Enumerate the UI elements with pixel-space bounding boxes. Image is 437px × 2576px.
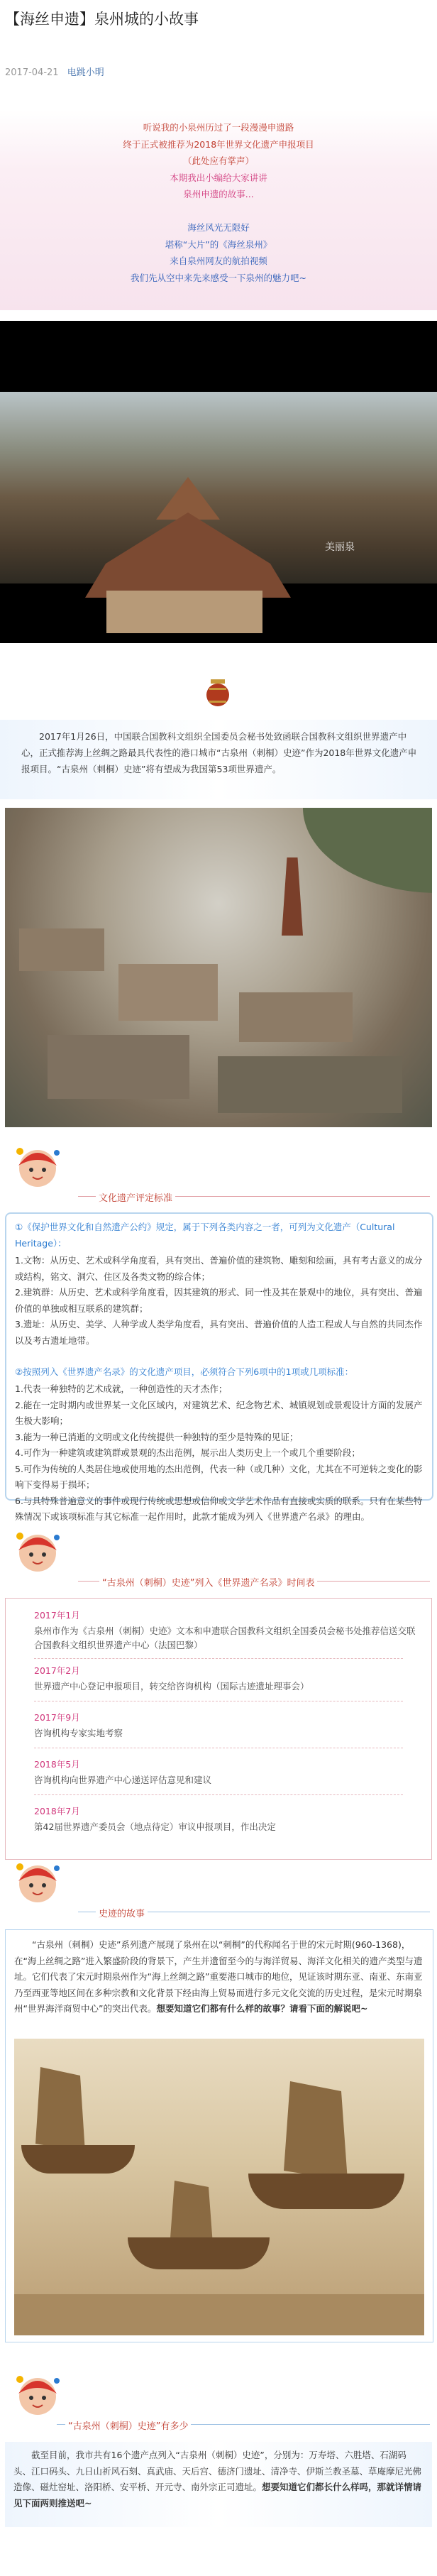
hill	[303, 808, 432, 893]
sail	[170, 2181, 213, 2245]
intro-lines	[0, 119, 437, 286]
intro-line: 终于正式被推荐为2018年世界文化遗产申报项目	[123, 138, 314, 150]
article-date: 2017-04-21	[5, 67, 59, 78]
mascot-icon	[11, 1525, 64, 1577]
article-meta	[5, 65, 104, 78]
city-block	[19, 928, 104, 971]
mascot-icon	[11, 1140, 64, 1193]
criteria-item: 2.能在一定时期内或世界某一文化区域内，对建筑艺术、纪念物艺术、城镇规划或景观设计方面的发展产生极大影响；	[15, 1399, 423, 1426]
intro-line: 来自泉州网友的航拍视频	[170, 256, 267, 266]
city-block	[48, 1035, 189, 1099]
intro-line	[0, 203, 437, 220]
pagoda	[275, 857, 310, 936]
timeline-text: 世界遗产中心登记申报项目，转交给咨询机构（国际古迹遗址理事会）	[34, 1681, 309, 1692]
criteria-item: 1.文物：从历史、艺术或科学角度看，具有突出、普遍价值的建筑物、雕刻和绘画，具有考古意义的成分或结构，铭文、洞穴、住区及各类文物的综合体；	[15, 1255, 423, 1282]
section-label-story: 史迹的故事	[96, 1906, 148, 1919]
timeline-separator	[34, 1658, 403, 1659]
intro-line: 本期我出小编给大家讲讲	[170, 172, 267, 183]
count-text: 截至目前，我市共有16个遗产点列入“古泉州（刺桐）史迹”，分别为：万寿塔、六胜塔、石湖码头、江口码头、九日山祈风石刻、真武庙、天后宫、德济门遗址、清净寺、伊斯兰教圣墓、草庵摩尼光佛造像、磁灶窑址、洛阳桥、安平桥、开元寺、南外宗正司遗址。	[13, 2450, 422, 2492]
criteria-item: 2.建筑群：从历史、艺术或科学角度看，因其建筑的形式、同一性及其在景观中的地位，具有突出、普遍价值的单独或相互联系的建筑群；	[15, 1287, 423, 1314]
timeline-separator	[34, 1794, 403, 1795]
criteria-item: 4.可作为一种建筑或建筑群或景观的杰出范例，展示出人类历史上一个或几个重要阶段；	[15, 1447, 360, 1458]
timeline-date: 2017年9月	[34, 1712, 80, 1723]
timeline-date: 2018年5月	[34, 1759, 80, 1770]
count-bold: 想要知道它们都长什么样吗，那就详情请见下面两则推送吧~	[13, 2482, 422, 2509]
news-box	[0, 720, 437, 799]
criteria-item: 1.代表一种独特的艺术成就，一种创造性的天才杰作；	[15, 1383, 228, 1394]
story-text: “古泉州（刺桐）史迹”系列遗产展现了泉州在以“刺桐”的代称闻名于世的宋元时期(960-1368)，在“海上丝绸之路”进入繁盛阶段的背景下，产生并遗留至今的与海洋贸易、海洋文化相关的遗产类型与遗址。它们代表了宋元时期泉州作为“海上丝绸之路”重要港口城市的地位，见证该时期东亚、南亚、东南亚乃至西亚等地区间在多种宗教和文化背景下经由海上贸易而进行多元文化交流的历史过程，是宋元时期泉州“世界海洋商贸中心”的突出代表。	[14, 1939, 423, 2014]
criteria-p2-heading: ②按照列入《世界遗产名录》的文化遗产项目，必须符合下列6项中的1项或几项标准：	[15, 1366, 354, 1377]
criteria-p1-heading: ①《保护世界文化和自然遗产公约》规定，属于下列各类内容之一者，可列为文化遗产（Cultural Heritage）：	[15, 1222, 395, 1249]
video-frame	[0, 392, 437, 583]
temple-roof	[85, 513, 291, 598]
ship	[21, 2145, 135, 2174]
criteria-item: 3.能为一种已消逝的文明或文化传统提供一种独特的至少是特殊的见证；	[15, 1431, 299, 1442]
temple-courtyard	[106, 591, 262, 633]
intro-box	[0, 110, 437, 310]
timeline-date: 2018年7月	[34, 1806, 80, 1816]
shore	[14, 2294, 424, 2335]
video-watermark: 美丽泉	[325, 542, 355, 553]
sail	[35, 2067, 85, 2152]
intro-line: 泉州申遗的故事...	[183, 189, 254, 199]
video-player[interactable]	[0, 321, 437, 643]
sail	[284, 2081, 348, 2181]
city-block	[118, 964, 218, 1021]
count-box	[5, 2442, 432, 2527]
mascot-icon	[11, 2368, 64, 2421]
criteria-item: 6.与具特殊普遍意义的事件或现行传统或思想或信仰或文学艺术作品有直接或实质的联系。只有在某些特殊情况下或该项标准与其它标准一起作用时，此款才能成为列入《世界遗产名录》的理由。	[15, 1495, 423, 1522]
intro-line: 听说我的小泉州历过了一段漫漫申遗路	[143, 122, 294, 133]
timeline-text: 咨询机构向世界遗产中心递送评估意见和建议	[34, 1775, 212, 1785]
article-author-link[interactable]: 电跳小明	[67, 67, 104, 78]
story-paragraph	[14, 1937, 424, 2017]
lantern-icon	[202, 678, 233, 709]
news-paragraph: 2017年1月26日，中国联合国教科文组织全国委员会秘书处致函联合国教科文组织世界遗产中心，正式推荐海上丝绸之路最具代表性的港口城市“古泉州（刺桐）史迹”作为2018年世界文化遗产申报项目。“古泉州（刺桐）史迹”将有望成为我国第53项世界遗产。	[21, 731, 417, 774]
city-aerial-image	[5, 808, 432, 1127]
timeline-text: 咨询机构专家实地考察	[34, 1728, 123, 1738]
section-label-count: “古泉州（刺桐）史迹”有多少	[65, 2418, 191, 2432]
ship	[128, 2237, 270, 2269]
criteria-box	[5, 1212, 433, 1522]
section-label-timeline: “古泉州（刺桐）史迹”列入《世界遗产名录》时间表	[99, 1575, 317, 1589]
timeline-date: 2017年1月	[34, 1610, 80, 1621]
intro-line: 海丝风光无限好	[187, 222, 250, 233]
criteria-item: 3.遗址：从历史、美学、人种学或人类学角度看，具有突出、普遍价值的人造工程或人与自然的共同杰作以及考古遗址地带。	[15, 1319, 423, 1346]
city-block	[218, 1056, 402, 1113]
timeline-text: 第42届世界遗产委员会（地点待定）审议申报项目，作出决定	[34, 1821, 276, 1832]
criteria-p2-list	[15, 1381, 424, 1525]
article-title: 【海丝申遗】泉州城的小故事	[5, 11, 199, 28]
intro-line: （此处应有掌声）	[182, 155, 254, 166]
timeline-date: 2017年2月	[34, 1665, 80, 1676]
city-block	[239, 992, 353, 1042]
timeline-text: 泉州市作为《古泉州（刺桐）史迹》文本和申遗联合国教科文组织全国委员会秘书处推荐信送交联合国教科文组织世界遗产中心（法国巴黎）	[34, 1626, 416, 1650]
harbor-painting	[14, 2039, 424, 2335]
criteria-item: 5.可作为传统的人类居住地或使用地的杰出范例，代表一种（或几种）文化，尤其在不可逆转之变化的影响下变得易于损坏；	[15, 1463, 423, 1490]
intro-line: 堪称“大片”的《海丝泉州》	[165, 239, 272, 250]
story-box	[5, 1929, 433, 2342]
mascot-icon	[11, 1856, 64, 1908]
story-bold: 想要知道它们都有什么样的故事？请看下面的解说吧~	[156, 2003, 368, 2014]
criteria-p1-list	[15, 1253, 424, 1349]
count-paragraph	[13, 2448, 424, 2511]
timeline-box	[5, 1598, 432, 1860]
ship	[248, 2174, 404, 2209]
intro-line: 我们先从空中来先来感受一下泉州的魅力吧~	[131, 272, 306, 283]
section-label-criteria: 文化遗产评定标准	[96, 1190, 175, 1204]
